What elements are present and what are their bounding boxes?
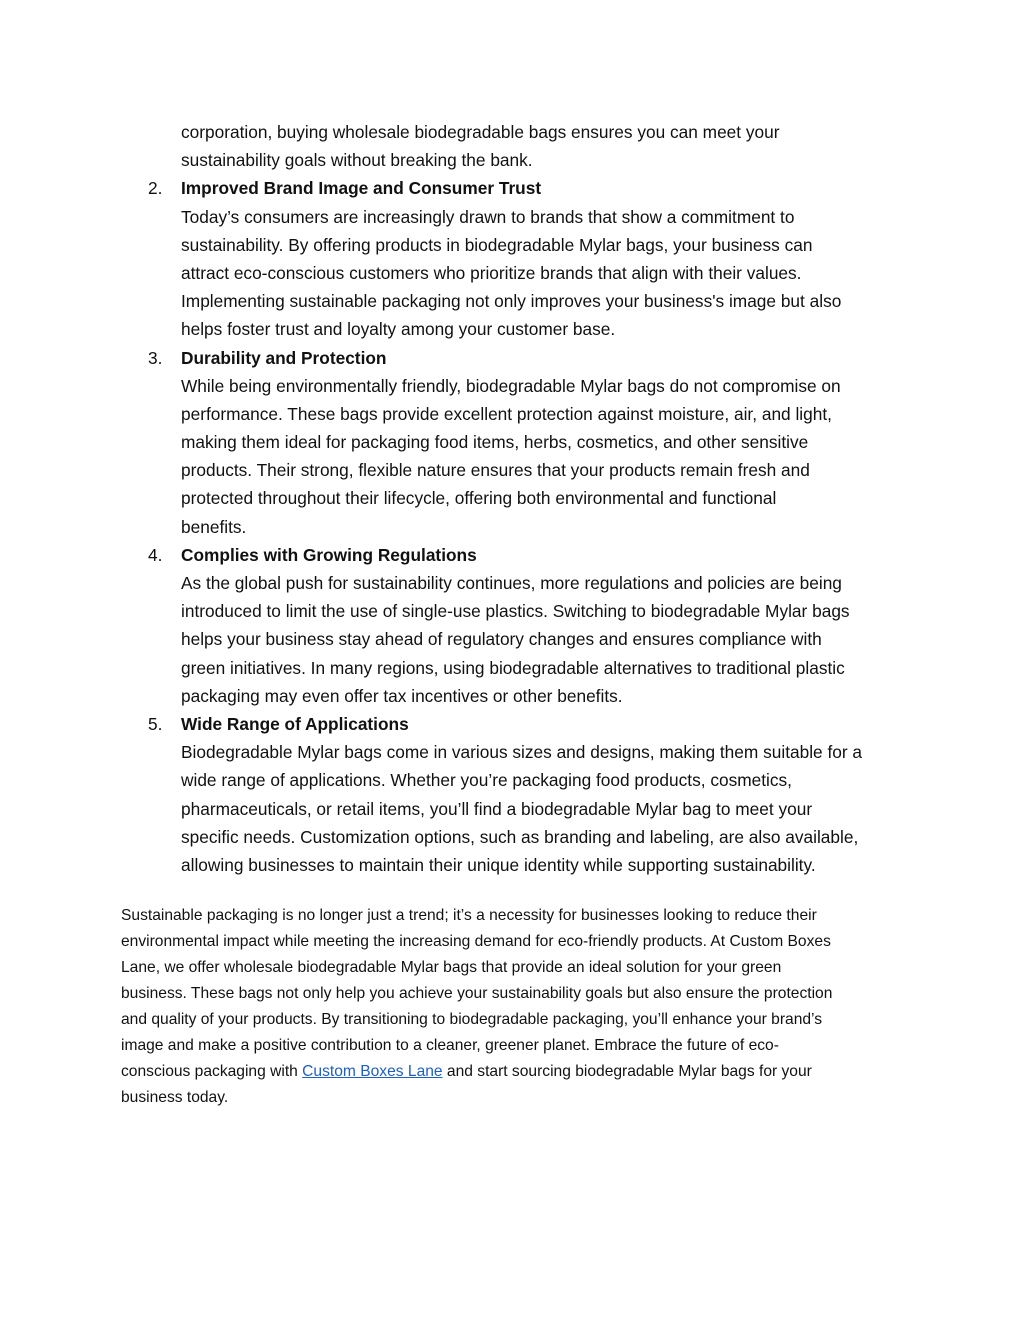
conclusion-paragraph bbox=[121, 903, 921, 1111]
list-item-text-line: protected throughout their lifecycle, offering both environmental and functional bbox=[181, 488, 777, 509]
list-item-title: Complies with Growing Regulations bbox=[181, 544, 477, 565]
list-item-text-line: benefits. bbox=[181, 516, 247, 537]
paragraph-line-with-link bbox=[121, 1059, 921, 1085]
list-item-text-line: helps your business stay ahead of regulatory changes and ensures compliance with bbox=[181, 629, 822, 650]
custom-boxes-lane-link[interactable]: Custom Boxes Lane bbox=[302, 1063, 443, 1080]
list-item-text-line: attract eco-conscious customers who prioritize brands that align with their values. bbox=[181, 262, 802, 283]
list-item-text-line: specific needs. Customization options, such as branding and labeling, are also available, bbox=[181, 826, 859, 847]
benefits-list bbox=[0, 118, 1024, 879]
list-item-number: 4. bbox=[148, 544, 163, 565]
list-item-text-line: introduced to limit the use of single-use plastics. Switching to biodegradable Mylar bags bbox=[181, 601, 850, 622]
paragraph-line: image and make a positive contribution to a cleaner, greener planet. Embrace the future of eco- bbox=[121, 1037, 779, 1054]
list-item-heading bbox=[0, 710, 1024, 738]
paragraph-line: Lane, we offer wholesale biodegradable Mylar bags that provide an ideal solution for your green bbox=[121, 959, 782, 976]
list-item-heading bbox=[0, 174, 1024, 202]
paragraph-line: business today. bbox=[121, 1089, 229, 1106]
link-line-prefix: conscious packaging with bbox=[121, 1063, 303, 1080]
list-item-text-line: packaging may even offer tax incentives or other benefits. bbox=[181, 685, 623, 706]
paragraph-line: environmental impact while meeting the increasing demand for eco-friendly products. At Custom Boxes bbox=[121, 933, 831, 950]
list-item-text-line: Today’s consumers are increasingly drawn to brands that show a commitment to bbox=[181, 206, 795, 227]
link-line-suffix: and start sourcing biodegradable Mylar bags for your bbox=[442, 1063, 812, 1080]
list-item-text-line: making them ideal for packaging food items, herbs, cosmetics, and other sensitive bbox=[181, 432, 809, 453]
list-item-heading bbox=[0, 344, 1024, 372]
list-item-text-line: wide range of applications. Whether you’re packaging food products, cosmetics, bbox=[181, 770, 792, 791]
list-item-text-line: green initiatives. In many regions, using biodegradable alternatives to traditional plastic bbox=[181, 657, 845, 678]
paragraph-line: and quality of your products. By transitioning to biodegradable packaging, you’ll enhance your brand’s bbox=[121, 1011, 823, 1028]
list-item-text-line: While being environmentally friendly, biodegradable Mylar bags do not compromise on bbox=[181, 375, 841, 396]
list-item-text-line: sustainability. By offering products in biodegradable Mylar bags, your business can bbox=[181, 234, 813, 255]
list-item-text-line: pharmaceuticals, or retail items, you’ll find a biodegradable Mylar bag to meet your bbox=[181, 798, 813, 819]
list-item-text-line: products. Their strong, flexible nature ensures that your products remain fresh and bbox=[181, 460, 810, 481]
list-item-text-line: allowing businesses to maintain their unique identity while supporting sustainability. bbox=[181, 854, 816, 875]
list-item-number: 2. bbox=[148, 178, 163, 199]
list-item-text-line: performance. These bags provide excellent protection against moisture, air, and light, bbox=[181, 403, 832, 424]
list-item-text-line: As the global push for sustainability continues, more regulations and policies are being bbox=[181, 573, 842, 593]
list-item-text-line: Biodegradable Mylar bags come in various sizes and designs, making them suitable for a bbox=[181, 742, 863, 763]
list-continuation-line: corporation, buying wholesale biodegradable bags ensures you can meet your bbox=[181, 122, 780, 142]
paragraph-line: business. These bags not only help you achieve your sustainability goals but also ensure the protection bbox=[121, 985, 833, 1002]
list-item-text-line: helps foster trust and loyalty among your customer base. bbox=[181, 319, 616, 340]
list-item-title: Wide Range of Applications bbox=[181, 713, 409, 734]
paragraph-line: Sustainable packaging is no longer just a trend; it’s a necessity for businesses looking to reduce their bbox=[121, 907, 817, 924]
list-continuation-line: sustainability goals without breaking the bank. bbox=[181, 150, 533, 171]
list-item-number: 5. bbox=[148, 713, 163, 734]
list-item-heading bbox=[0, 541, 1024, 569]
list-item-title: Improved Brand Image and Consumer Trust bbox=[181, 178, 542, 199]
list-item-title: Durability and Protection bbox=[181, 347, 387, 368]
list-item-number: 3. bbox=[148, 347, 163, 368]
list-item-text-line: Implementing sustainable packaging not only improves your business's image but also bbox=[181, 291, 842, 312]
